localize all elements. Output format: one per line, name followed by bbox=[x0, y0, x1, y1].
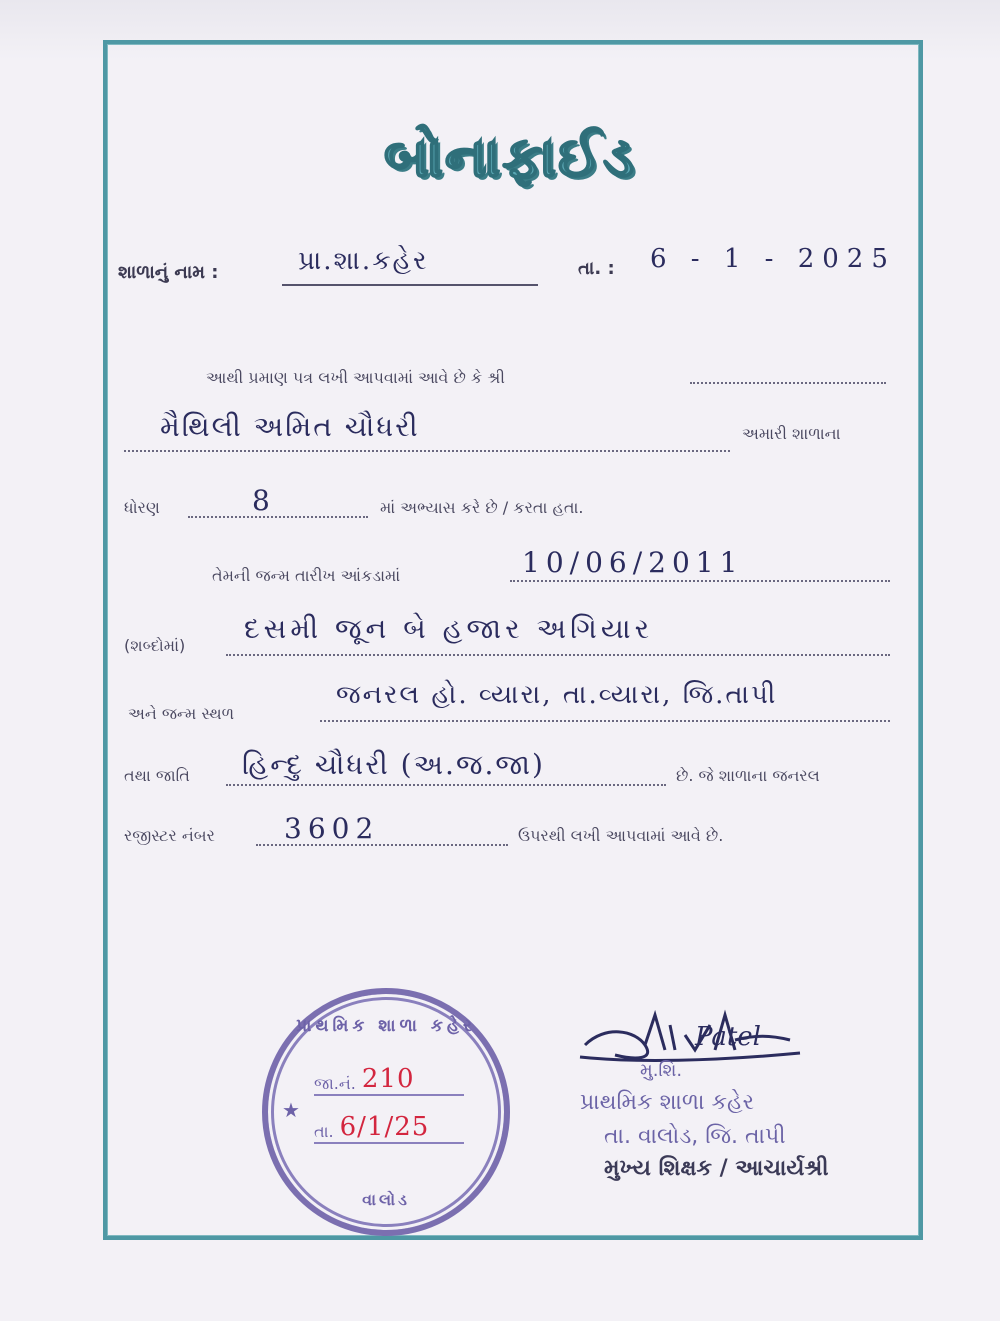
stamp-jano-value: 210 bbox=[361, 1064, 415, 1094]
principal-signature bbox=[575, 1005, 805, 1065]
school-name-label: શાળાનું નામ : bbox=[118, 262, 219, 283]
stamp-jano-row bbox=[314, 1060, 464, 1096]
seal-location: તા. વાલોડ, જિ. તાપી bbox=[604, 1124, 786, 1149]
dob-label: તેમની જન્મ તારીખ આંકડામાં bbox=[212, 566, 401, 585]
birthplace-label: અને જન્મ સ્થળ bbox=[128, 704, 235, 723]
stamp-date-row bbox=[314, 1108, 464, 1144]
certificate-title: બોનાફાઈડ bbox=[383, 125, 637, 190]
standard-value: 8 bbox=[252, 484, 272, 517]
date-value: 6 - 1 - 2025 bbox=[650, 244, 896, 274]
school-name-underline bbox=[282, 284, 538, 286]
signature-text: Patel bbox=[695, 1022, 761, 1052]
dob-value: 10/06/2011 bbox=[522, 546, 744, 579]
student-name: મૈથિલી અમિત ચૌધરી bbox=[160, 410, 420, 443]
dob-words: દસમી જૂન બે હજાર અગિયાર bbox=[244, 612, 654, 645]
dotted-line bbox=[320, 720, 890, 722]
stamp-bottom-text: વાલોડ bbox=[362, 1190, 410, 1209]
seal-title: મુખ્ય શિક્ષક / આચાર્યશ્રી bbox=[604, 1156, 829, 1181]
stamp-jano-label: જા.નં. bbox=[314, 1074, 356, 1093]
standard-suffix: માં અભ્યાસ કરે છે / કરતા હતા. bbox=[380, 498, 584, 517]
star-icon: ★ bbox=[282, 1098, 300, 1122]
caste-value: હિન્દુ ચૌધરી (અ.જ.જા) bbox=[242, 748, 545, 781]
role-abbrev: મુ.શિ. bbox=[640, 1060, 683, 1081]
dotted-line bbox=[256, 844, 508, 846]
date-label: તા. : bbox=[578, 258, 615, 279]
birthplace-value: જનરલ હો. વ્યારા, તા.વ્યારા, જિ.તાપી bbox=[336, 680, 778, 710]
dotted-line bbox=[690, 382, 886, 384]
school-name-value: પ્રા.શા.કહેર bbox=[298, 246, 429, 276]
seal-school-name: પ્રાથમિક શાળા કહેર bbox=[580, 1090, 755, 1115]
dotted-line bbox=[124, 450, 730, 452]
school-round-stamp bbox=[262, 988, 510, 1236]
register-suffix: ઉપરથી લખી આપવામાં આવે છે. bbox=[518, 826, 724, 845]
dotted-line bbox=[226, 784, 666, 786]
register-label: રજીસ્ટર નંબર bbox=[124, 826, 215, 845]
certify-text: આથી પ્રમાણ પત્ર લખી આપવામાં આવે છે કે શ્રી bbox=[206, 368, 505, 387]
stamp-date-value: 6/1/25 bbox=[339, 1112, 430, 1142]
caste-label: તથા જાતિ bbox=[124, 766, 190, 785]
stamp-top-text: પ્રાથમિક શાળા કહેર bbox=[296, 1016, 476, 1036]
words-label: (શબ્દોમાં) bbox=[124, 636, 186, 655]
standard-label: ધોરણ bbox=[124, 498, 160, 517]
dotted-line bbox=[188, 516, 368, 518]
dotted-line bbox=[510, 580, 890, 582]
caste-suffix: છે. જે શાળાના જનરલ bbox=[676, 766, 820, 785]
our-school-text: અમારી શાળાના bbox=[742, 424, 841, 443]
register-value: 3602 bbox=[284, 812, 380, 845]
stamp-date-label: તા. bbox=[314, 1122, 334, 1141]
dotted-line bbox=[226, 654, 890, 656]
